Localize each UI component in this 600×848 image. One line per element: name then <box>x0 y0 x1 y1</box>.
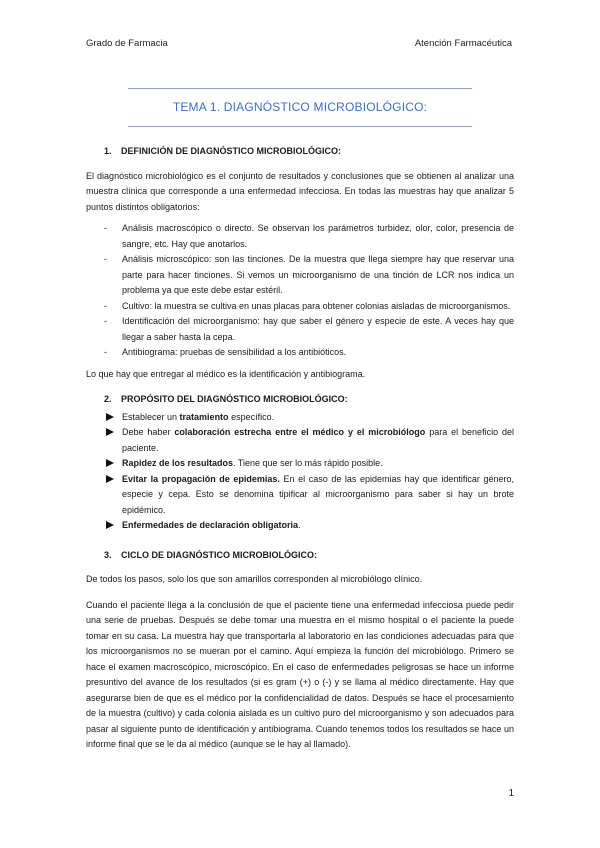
list-item: - Análisis microscópico: son las tinciones. De la muestra que llega siempre hay que reservar una parte para hacer tinciones. Si vemos un microorganismo de una tinción de LCR nos indica un problema ya que este debe estar estéril. <box>86 252 514 299</box>
page-number: 1 <box>508 788 514 799</box>
header-course: Grado de Farmacia <box>86 38 168 49</box>
arrow-bullet-icon <box>106 413 114 421</box>
arrow-bullet-icon <box>106 428 114 436</box>
section-2-title: PROPÓSITO DEL DIAGNÓSTICO MICROBIOLÓGICO: <box>121 394 348 404</box>
list-item: Rapidez de los resultados. Tiene que ser lo más rápido posible. <box>86 456 514 472</box>
section-1-number: 1. <box>104 146 112 156</box>
section-1-title: DEFINICIÓN DE DIAGNÓSTICO MICROBIOLÓGICO: <box>121 146 341 156</box>
section-3-paragraph-1: De todos los pasos, solo los que son amarillos corresponden al microbiólogo clínico. <box>86 574 423 584</box>
list-item: - Identificación del microorganismo: hay que saber el género y especie de este. A veces hay que llegar a saber hasta la cepa. <box>86 314 514 345</box>
arrow-bullet-icon <box>106 475 114 483</box>
list-item: Enfermedades de declaración obligatoria. <box>86 518 514 534</box>
list-item: - Análisis macroscópico o directo. Se observan los parámetros turbidez, olor, color, presencia de sangre, etc. Hay que anotarlos. <box>86 221 514 252</box>
page-title: TEMA 1. DIAGNÓSTICO MICROBIOLÓGICO: <box>172 100 428 114</box>
list-item: Establecer un tratamiento específico. <box>86 410 514 426</box>
arrow-bullet-icon <box>106 459 114 467</box>
section-1-intro: El diagnóstico microbiológico es el conjunto de resultados y conclusiones que se obtienen al analizar una muestra clínica que corresponde a una enfermedad infecciosa. En todas las muestras hay que analizar 5 puntos distintos obligatorios: <box>86 170 514 212</box>
list-item: Evitar la propagación de epidemias. En el caso de las epidemias hay que identificar género, especie y cepa. Esto se denomina tipificar al microorganismo para saber si hay un brote epidémico. <box>86 472 514 519</box>
section-1-heading <box>104 144 514 160</box>
section-1-closing: Lo que hay que entregar al médico es la identificación y antibiograma. <box>86 368 366 379</box>
section-3-number: 3. <box>104 549 112 560</box>
section-2-number: 2. <box>104 394 112 404</box>
header-subject: Atención Farmacéutica <box>414 38 512 49</box>
list-item: - Antibiograma: pruebas de sensibilidad a los antibióticos. <box>86 345 514 361</box>
section-2-list <box>86 410 514 534</box>
section-3-heading <box>104 548 514 564</box>
section-3-title: CICLO DE DIAGNÓSTICO MICROBIOLÓGICO: <box>121 549 317 560</box>
arrow-bullet-icon <box>106 521 114 529</box>
document-body <box>86 144 514 753</box>
title-rule-bottom <box>128 126 472 127</box>
section-1-list <box>86 221 514 361</box>
list-item: Debe haber colaboración estrecha entre el médico y el microbiólogo para el beneficio del paciente. <box>86 425 514 456</box>
section-3-paragraph-2: Cuando el paciente llega a la conclusión de que el paciente tiene una enfermedad infecciosa puede pedir una serie de pruebas. Después se debe tomar una muestra en el mismo hospital o el paciente la puede tomar en su casa. La muestra hay que transportarla al laboratorio en las condiciones adecuadas para que los microorganismos no se mueran por el camino. Aquí empieza la función del microbiólogo. Primero se hace el examen macroscópico, microscópico. En el caso de enfermedades peligrosas se hace un informe presuntivo del avance de los resultados (si es gram (+) o (-) y se llama al médico directamente. Hay que asegurarse bien de que es el médico por la confidencialidad de datos. Después se hace el procesamiento de la muestra (cultivo) y cada colonia aislada es un cultivo puro del microorganismo y son adecuados para pasar al siguiente punto de identificación y antibiograma. Cuando tenemos todos los resultados se hace un informe final que se le da al médico (aunque se le hay al llamado). <box>86 599 514 749</box>
section-2-heading <box>104 392 514 408</box>
list-item: - Cultivo: la muestra se cultiva en unas placas para obtener colonias aisladas de microorganismos. <box>86 299 514 315</box>
title-block <box>128 88 472 127</box>
